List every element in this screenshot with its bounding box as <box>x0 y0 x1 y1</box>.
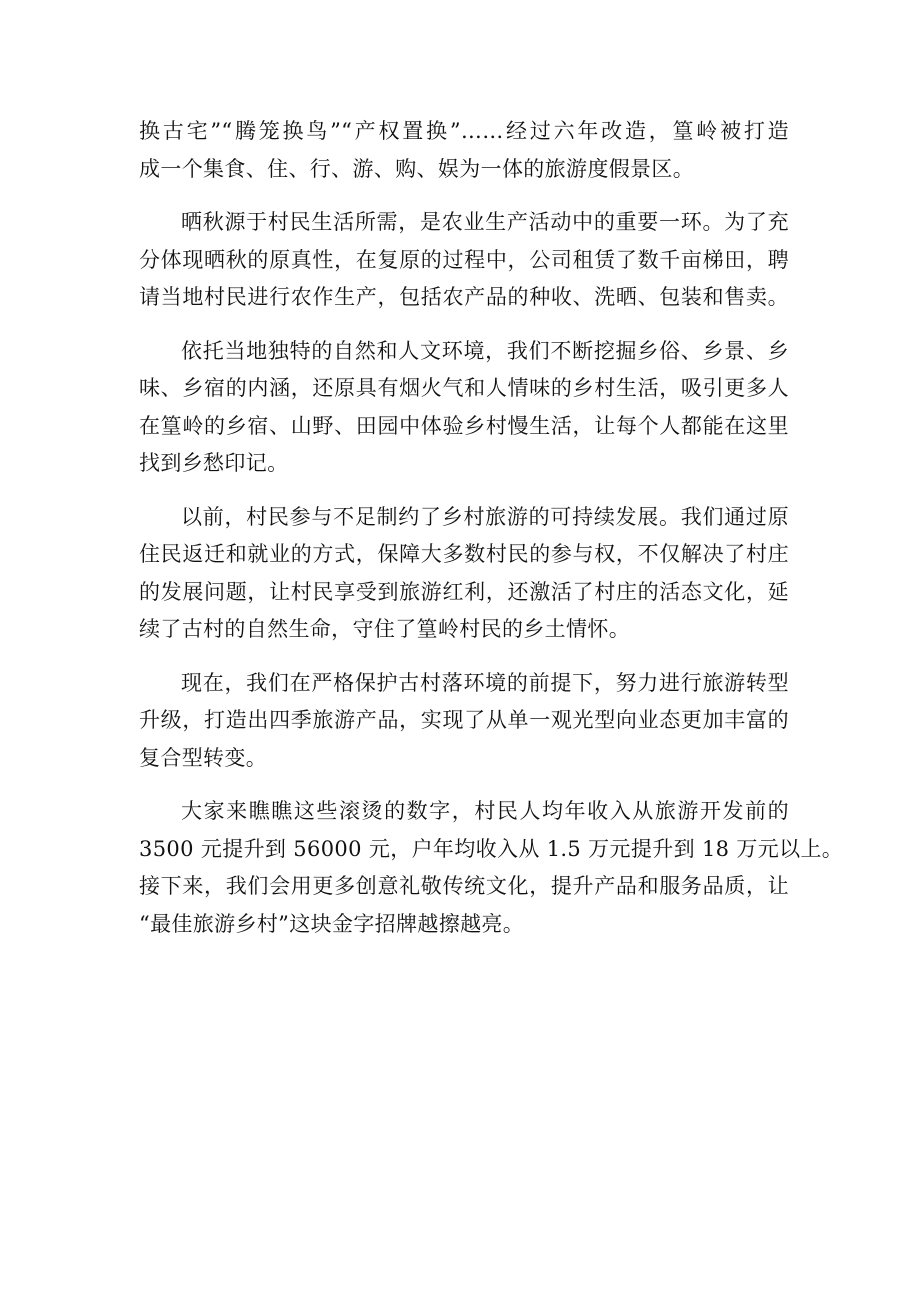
text-line: 找到乡愁印记。 <box>139 451 289 475</box>
text-line: 现在，我们在严格保护古村落环境的前提下，努力进行旅游转型 <box>181 670 789 695</box>
paragraph-3 <box>139 333 789 483</box>
text-line: 请当地村民进行农作生产，包括农产品的种收、洗晒、包装和售卖。 <box>139 285 789 309</box>
text-line: 复合型转变。 <box>139 745 268 770</box>
text-line: 续了古村的自然生命，守住了篁岭村民的乡土情怀。 <box>139 617 631 641</box>
text-line: 3500 元提升到 56000 元，户年均收入从 1.5 万元提升到 18 万元以上。 <box>139 836 844 861</box>
text-line: 依托当地独特的自然和人文环境，我们不断挖掘乡俗、乡景、乡 <box>181 338 789 363</box>
paragraph-2 <box>139 204 789 317</box>
text-line: 换古宅”“腾笼换鸟”“产权置换”……经过六年改造，篁岭被打造 <box>139 119 789 143</box>
paragraph-4 <box>139 499 789 649</box>
text-line: 成一个集食、住、行、游、购、娱为一体的旅游度假景区。 <box>139 156 695 181</box>
document-body <box>139 113 844 959</box>
text-line: “最佳旅游乡村”这块金字招牌越擦越亮。 <box>139 911 525 936</box>
text-line: 升级，打造出四季旅游产品，实现了从单一观光型向业态更加丰富的 <box>139 708 789 732</box>
text-line: 味、乡宿的内涵，还原具有烟火气和人情味的乡村生活，吸引更多人 <box>139 376 789 400</box>
text-line: 以前，村民参与不足制约了乡村旅游的可持续发展。我们通过原 <box>181 504 789 529</box>
paragraph-5 <box>139 665 789 778</box>
text-line: 晒秋源于村民生活所需，是农业生产活动中的重要一环。为了充 <box>181 210 789 234</box>
text-line: 的发展问题，让村民享受到旅游红利，还激活了村庄的活态文化，延 <box>139 579 789 604</box>
paragraph-6 <box>139 793 844 943</box>
text-line: 在篁岭的乡宿、山野、田园中体验乡村慢生活，让每个人都能在这里 <box>139 413 789 438</box>
paragraph-1 <box>139 113 789 188</box>
text-line: 分体现晒秋的原真性，在复原的过程中，公司租赁了数千亩梯田，聘 <box>139 247 789 272</box>
text-line: 住民返迁和就业的方式，保障大多数村民的参与权，不仅解决了村庄 <box>139 542 789 566</box>
text-line: 大家来瞧瞧这些滚烫的数字，村民人均年收入从旅游开发前的 <box>181 799 789 823</box>
text-line: 接下来，我们会用更多创意礼敬传统文化，提升产品和服务品质，让 <box>139 874 789 898</box>
